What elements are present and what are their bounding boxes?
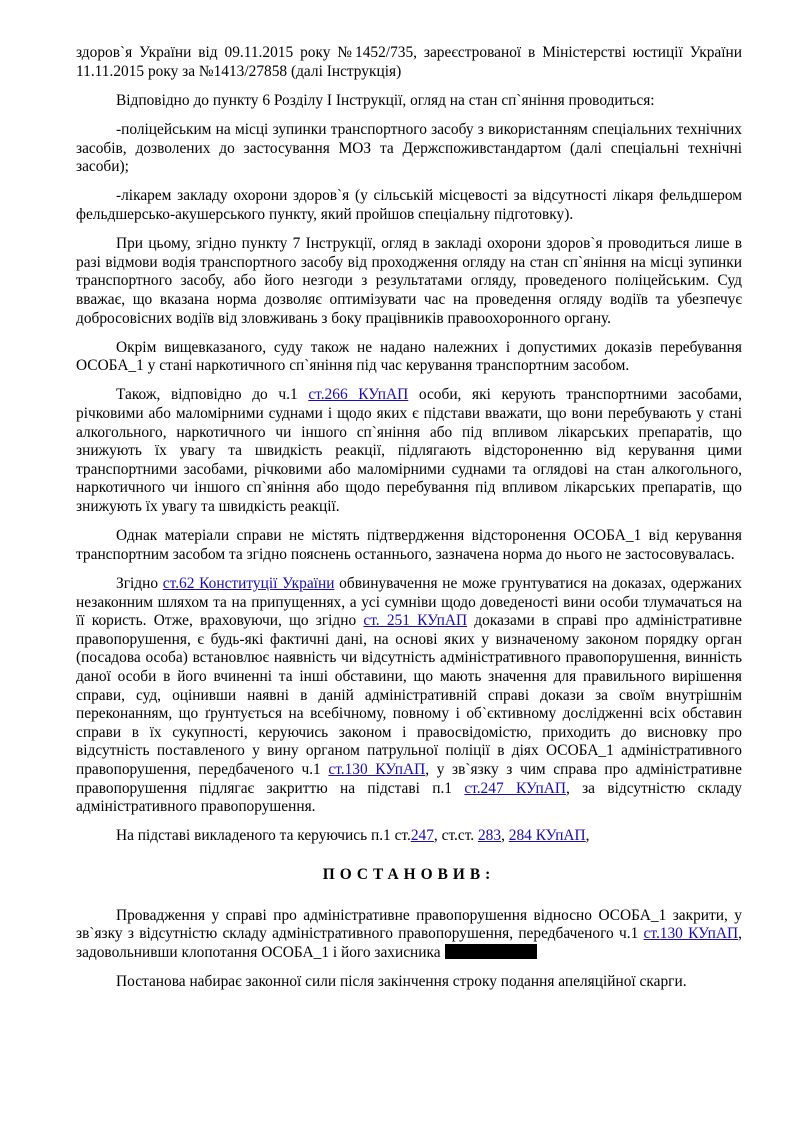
p10-text-a: На підставі викладеного та керуючись п.1 ст. bbox=[116, 827, 411, 845]
paragraph-6: Окрім вищевказаного, суду також не надано належних і допустимих доказів перебування ОСОБА_1 у стані наркотичного сп`яніння під час керування транспортним засобом. bbox=[76, 338, 742, 375]
paragraph-8: Однак матеріали справи не містять підтвердження відсторонення ОСОБА_1 від керування транспортним засобом та згідно пояснень останнього, зазначена норма до нього не застосовувалась. bbox=[76, 527, 742, 563]
link-247[interactable]: 247 bbox=[410, 827, 434, 845]
paragraph-2: Відповідно до пункту 6 Розділу І Інструкції, огляд на стан сп`яніння проводиться: bbox=[116, 91, 655, 109]
redaction-block bbox=[445, 944, 537, 959]
paragraph-7 bbox=[76, 386, 742, 516]
p9-text-c: доказами в справі про адміністративне правопорушення, є будь-які фактичні дані, на основі яких у визначеному законом порядку орган (посадова особа) встановлює наявність чи відсутність адміністративного правопорушення, винність даної особи в його вчиненні та інші обставини, що мають значення для правильного вирішення справи, суд, оцінивши наявні в даній адміністративній справі докази за своїм внутрішнім переконанням, що ґрунтується на всебічному, повному і об`єктивному дослідженні всіх обставин справи в їх сукупності, керуючись законом і правосвідомістю, приходить до висновку про відсутність поставленого у вину органом патрульної поліції в діях ОСОБА_1 адміністративного правопорушення, передбаченого ч.1 bbox=[76, 612, 742, 778]
link-st62-constitution[interactable]: ст.62 Конституції України bbox=[162, 575, 335, 592]
paragraph-11 bbox=[76, 907, 742, 963]
paragraph-5: При цьому, згідно пункту 7 Інструкції, огляд в закладі охорони здоров`я проводиться лише в разі відмови водія транспортного засобу від проходження огляду на стан сп`яніння на місці зупинки транспортного засобу, або його незгоди з результатами огляду, проведеного поліцейським. Суд вважає, що вказана норма дозволяє оптимізувати час на проведення огляду водіїв та убезпечує добросовісних водіїв від зловживань з боку працівників правоохоронного органу. bbox=[76, 235, 742, 327]
paragraph-10 bbox=[76, 827, 742, 846]
p9-text-a: Згідно bbox=[116, 575, 163, 592]
p9-text-b: обвинувачення не може грунтуватися на доказах, одержаних незаконним шляхом та на припущеннях, а усі сумніви щодо доведеності вини особи тлумачаться на її користь. Отже, враховуючи, що згідно bbox=[76, 575, 742, 630]
list-item-doctor: -лікарем закладу охорони здоров`я (у сільській місцевості за відсутності лікаря фельдшером фельдшерсько-акушерського пункту, який пройшов спеціальну підготовку). bbox=[76, 187, 742, 223]
link-st130-kupap-2[interactable]: ст.130 КУпАП bbox=[643, 925, 739, 943]
p11-text-b: , задовольнивши клопотання ОСОБА_1 і його захисника bbox=[76, 925, 742, 961]
p10-text-d: , bbox=[585, 827, 590, 845]
document-page bbox=[76, 44, 742, 1002]
p7-text-a: Також, відповідно до ч.1 bbox=[116, 386, 309, 404]
link-st130-kupap[interactable]: ст.130 КУпАП bbox=[328, 760, 426, 778]
p9-text-e: , за відсутністю складу адміністративного правопорушення. bbox=[76, 779, 742, 816]
p9-text-d: , у зв`язку з чим справа про адміністративне правопорушення підлягає закриттю на підставі п.1 bbox=[76, 760, 742, 797]
paragraph-9 bbox=[76, 575, 742, 817]
link-283[interactable]: 283 bbox=[477, 827, 502, 845]
link-st251-kupap[interactable]: ст. 251 КУпАП bbox=[363, 612, 468, 630]
p11-text-a: Провадження у справі про адміністративне правопорушення відносно ОСОБА_1 закрити, у зв`язку з відсутністю складу адміністративного правопорушення, передбаченого ч.1 bbox=[76, 906, 742, 943]
p10-text-c: , bbox=[501, 827, 509, 845]
p7-text-b: особи, які керують транспортними засобами, річковими або маломірними суднами і щодо яких є підстави вважати, що вони перебувають у стані алкогольного, наркотичного чи іншого сп`яніння або під впливом лікарських препаратів, що знижують їх увагу та швидкість реакції, підлягають відстороненню від керування цими транспортними засобами, річковими або маломірними суднами та оглядові на стан алкогольного, наркотичного чи іншого сп`яніння або щодо перебування під впливом лікарських препаратів, що знижують їх увагу та швидкість реакції. bbox=[76, 386, 742, 516]
list-item-police: -поліцейським на місці зупинки транспортного засобу з використанням спеціальних технічних засобів, дозволених до застосування МОЗ та Держспоживстандартом (далі спеціальні технічні засоби); bbox=[76, 120, 742, 176]
resolution-heading: ПОСТАНОВИВ: bbox=[322, 865, 496, 883]
link-st247-kupap[interactable]: ст.247 КУпАП bbox=[464, 779, 566, 797]
paragraph-1: здоров`я України від 09.11.2015 року №1452/735, зареєстрованої в Міністерстві юстиції України 11.11.2015 року за №1413/27858 (далі Інструкція) bbox=[76, 44, 742, 80]
paragraph-12: Постанова набирає законної сили після закінчення строку подання апеляційної скарги. bbox=[116, 972, 687, 990]
link-284-kupap[interactable]: 284 КУпАП bbox=[508, 827, 586, 845]
link-st266-kupap[interactable]: ст.266 КУпАП bbox=[308, 386, 409, 404]
p10-text-b: , ст.ст. bbox=[433, 827, 478, 845]
